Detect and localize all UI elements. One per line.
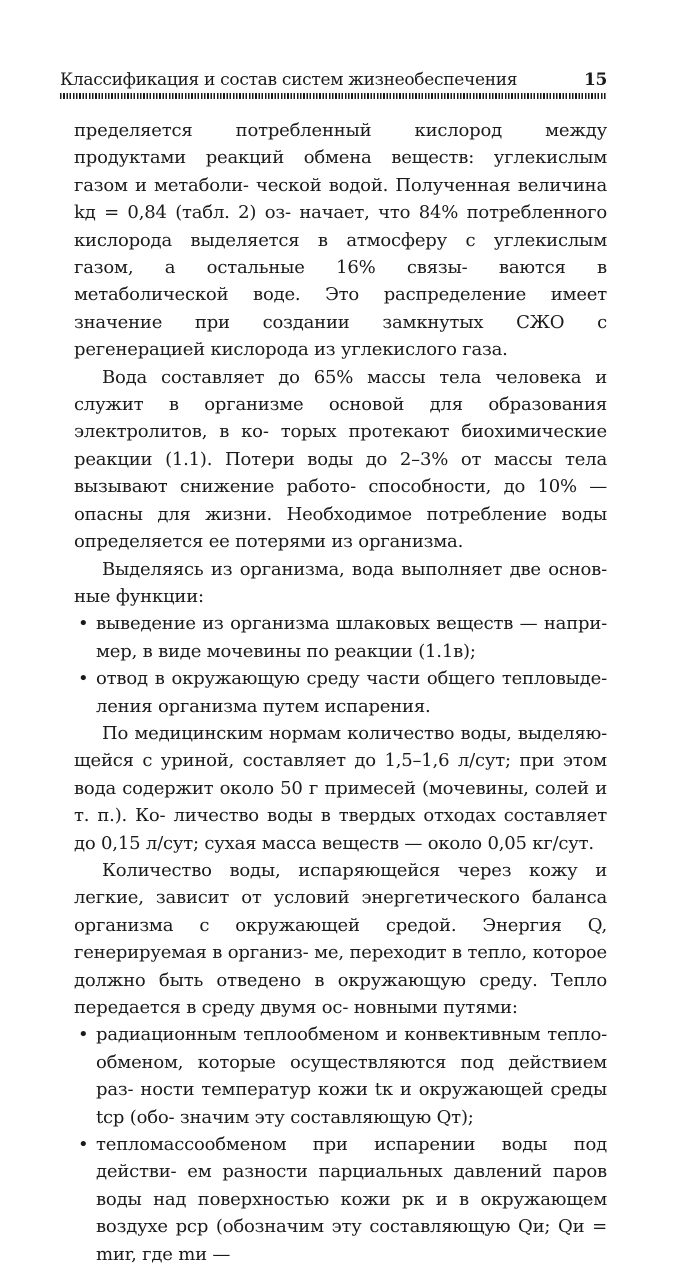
bullet-item <box>74 1021 607 1131</box>
paragraph <box>74 556 607 611</box>
text-line: ваются в метаболической воде. Это распределение имеет <box>74 257 607 306</box>
text-line: ческой водой. Полученная величина kд = 0,84 (табл. 2) оз- <box>74 174 607 224</box>
text-line: новными путями: <box>353 997 518 1018</box>
running-header <box>60 68 607 90</box>
text-line: окружающей средой. Энергия Q, генерируемая в организ- <box>74 914 607 964</box>
bullet-item <box>74 610 607 665</box>
text-line: кислорода из углекислого газа. <box>210 339 508 361</box>
text-line: щейся с уриной, составляет до 1,5–1,6 л/сут; при этом вода <box>74 750 607 799</box>
page-body <box>74 117 607 1268</box>
text-line: ные функции: <box>74 585 204 607</box>
paragraph <box>74 720 607 857</box>
paragraph <box>74 364 607 556</box>
running-header-title: Классификация и состав систем жизнеобеспечения <box>60 70 518 90</box>
text-line: ем разности парциальных давлений паров воды над <box>96 1161 607 1210</box>
text-line: воды до 2–3% от массы тела вызывают снижение работо- <box>74 448 607 498</box>
text-line: значим эту составляющую Qт); <box>179 1106 474 1128</box>
text-line: Количество воды, испаряющейся через кожу и легкие, <box>74 859 607 909</box>
text-line: сухая масса веществ — около 0,05 кг/сут. <box>204 832 594 854</box>
text-line: ления организма путем испарения. <box>96 695 431 717</box>
text-line: мер, в виде мочевины по реакции (1.1в); <box>96 640 476 662</box>
text-line: Вода составляет до 65% массы тела человека и служит <box>74 366 607 416</box>
text-line: окружающую среду. Тепло передается в среду двумя ос- <box>74 969 607 1018</box>
text-line: Выделяясь из организма, вода выполняет две основ- <box>102 558 607 580</box>
text-line: обменом, которые осуществляются под действием раз- <box>96 1051 607 1101</box>
text-line: реакций обмена веществ: углекислым газом и метаболи- <box>74 147 607 196</box>
paragraph <box>74 117 607 364</box>
text-line: ности температур кожи tк и окружающей среды tср (обо- <box>96 1079 607 1128</box>
text-line: тепломассообменом при испарении воды под действи- <box>96 1134 607 1183</box>
text-line: отвод в окружающую среду части общего тепловыде- <box>96 668 607 690</box>
text-line: выведение из организма шлаковых веществ — напри- <box>96 613 607 635</box>
text-line: поверхностью кожи pк и в окружающем воздухе pср <box>96 1188 607 1238</box>
text-line: личество воды в твердых отходах составляет до 0,15 л/сут; <box>74 805 608 854</box>
text-line: значение при создании замкнутых СЖО с регенерацией <box>74 311 607 361</box>
text-line: содержит около 50 г примесей (мочевины, солей и т. п.). Ко- <box>74 777 607 827</box>
header-dotted-rule <box>60 93 607 99</box>
bullet-item <box>74 1131 607 1268</box>
text-line: зависит от условий энергетического баланса организма с <box>74 887 607 936</box>
text-line: торых протекают биохимические реакции (1.1). Потери <box>74 421 608 470</box>
text-line: начает, что 84% потребленного кислорода выделяется в <box>74 202 608 251</box>
text-line: ме, переходит в тепло, которое должно быть отведено в <box>74 942 607 991</box>
paragraph <box>74 857 607 1021</box>
text-line: пределяется потребленный кислород между продуктами <box>74 120 607 169</box>
page-number: 15 <box>583 70 607 90</box>
text-line: радиационным теплообменом и конвективным тепло- <box>96 1024 607 1046</box>
text-line: (обозначим эту составляющую Qи; Qи = mиr, где mи — <box>96 1216 607 1265</box>
text-line: потребление воды определяется ее потерями из организма. <box>74 503 607 553</box>
text-line: атмосферу с углекислым газом, а остальные 16% связы- <box>74 229 607 279</box>
text-line: способности, до 10% — опасны для жизни. Необходимое <box>74 476 608 525</box>
text-line: По медицинским нормам количество воды, выделяю- <box>102 722 607 744</box>
text-line: в организме основой для образования электролитов, в ко- <box>74 394 607 443</box>
bullet-item <box>74 665 607 720</box>
